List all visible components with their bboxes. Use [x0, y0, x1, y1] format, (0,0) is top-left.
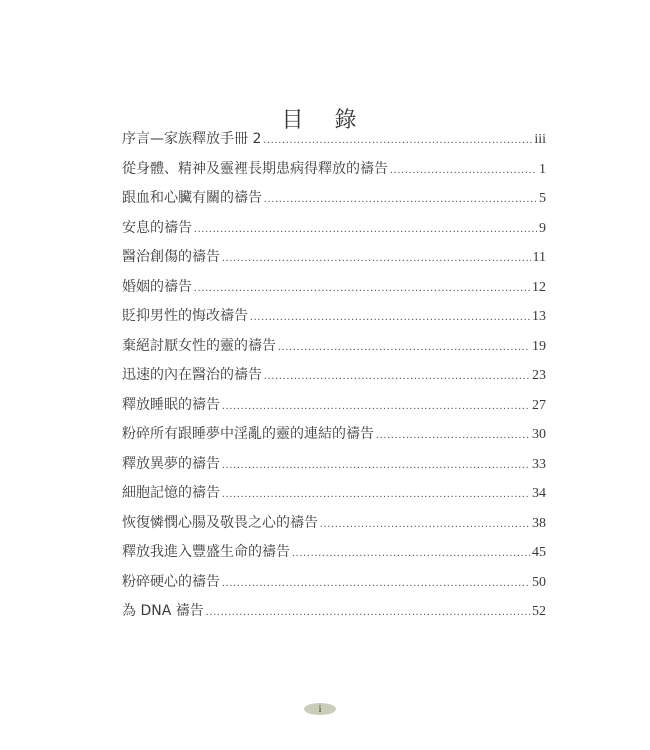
dot-leader — [206, 606, 530, 618]
dot-leader — [222, 400, 530, 412]
dot-leader — [376, 429, 530, 441]
dot-leader — [292, 547, 530, 559]
toc-entry-page: 9 — [539, 220, 546, 236]
toc-entry[interactable] — [122, 246, 546, 276]
dot-leader — [278, 341, 530, 353]
toc-entry-page: 45 — [532, 545, 546, 560]
toc-entry[interactable] — [122, 305, 546, 335]
toc-entry-page: 23 — [532, 368, 546, 383]
toc-entry-page: 1 — [539, 161, 546, 177]
dot-leader — [222, 488, 530, 500]
dot-leader — [264, 193, 537, 205]
toc-entry-label: 跟血和心臟有關的禱告 — [122, 190, 262, 206]
table-of-contents — [122, 128, 546, 630]
toc-entry-label: 安息的禱告 — [122, 219, 192, 236]
dot-leader — [320, 518, 530, 530]
toc-entry-page: 5 — [539, 191, 546, 206]
toc-entry[interactable] — [122, 394, 546, 424]
toc-entry[interactable] — [122, 600, 546, 630]
toc-entry[interactable] — [122, 571, 546, 601]
toc-entry-page: 50 — [532, 574, 546, 590]
toc-entry[interactable] — [122, 364, 546, 394]
dot-leader — [250, 311, 530, 323]
toc-entry-label: 釋放睡眠的禱告 — [122, 396, 220, 413]
toc-entry-page: 33 — [532, 456, 546, 472]
page-title: 目 錄 — [281, 107, 369, 133]
toc-entry-page: 38 — [532, 515, 546, 531]
toc-entry-label: 釋放我進入豐盛生命的禱告 — [122, 544, 290, 560]
dot-leader — [264, 370, 530, 382]
dot-leader — [390, 164, 537, 176]
toc-entry-label: 從身體、精神及靈裡長期患病得釋放的禱告 — [122, 160, 388, 177]
toc-entry-label: 恢復憐憫心腸及敬畏之心的禱告 — [122, 514, 318, 531]
toc-entry-label: 粉碎所有跟睡夢中淫亂的靈的連結的禱告 — [122, 426, 374, 442]
toc-entry-label: 迅速的內在醫治的禱告 — [122, 367, 262, 383]
toc-entry[interactable] — [122, 276, 546, 306]
toc-entry-label: 婚姻的禱告 — [122, 278, 192, 295]
toc-entry-page: 30 — [532, 427, 546, 442]
toc-entry-label: 序言—家族釋放手冊 2 — [122, 131, 262, 147]
toc-entry-page: 19 — [532, 338, 546, 354]
toc-entry-label: 貶抑男性的悔改禱告 — [122, 308, 248, 324]
toc-entry-label: 釋放異夢的禱告 — [122, 455, 220, 472]
toc-entry-page: 27 — [532, 397, 546, 413]
toc-entry-label: 棄絕討厭女性的靈的禱告 — [122, 337, 276, 354]
toc-entry[interactable] — [122, 158, 546, 188]
toc-entry-page: 34 — [532, 486, 546, 501]
toc-entry[interactable] — [122, 482, 546, 512]
page-number-badge: i — [304, 703, 336, 715]
toc-entry-label: 細胞記憶的禱告 — [122, 485, 220, 501]
dot-leader — [222, 459, 530, 471]
dot-leader — [222, 577, 530, 589]
toc-entry-page: 11 — [532, 250, 546, 265]
dot-leader — [263, 134, 532, 146]
toc-entry-label: 為 DNA 禱告 — [122, 603, 204, 619]
toc-entry[interactable] — [122, 335, 546, 365]
dot-leader — [194, 223, 537, 235]
toc-entry-label: 粉碎硬心的禱告 — [122, 573, 220, 590]
toc-entry[interactable] — [122, 512, 546, 542]
toc-entry[interactable] — [122, 453, 546, 483]
toc-entry-page: 12 — [532, 279, 546, 295]
toc-entry-label: 醫治創傷的禱告 — [122, 249, 220, 265]
toc-entry-page: 13 — [532, 309, 546, 324]
toc-entry[interactable] — [122, 187, 546, 217]
toc-entry[interactable] — [122, 128, 546, 158]
toc-entry[interactable] — [122, 423, 546, 453]
toc-entry[interactable] — [122, 217, 546, 247]
toc-entry[interactable] — [122, 541, 546, 571]
dot-leader — [194, 282, 530, 294]
toc-entry-page: iii — [534, 132, 546, 147]
toc-entry-page: 52 — [532, 604, 546, 619]
dot-leader — [222, 252, 531, 264]
